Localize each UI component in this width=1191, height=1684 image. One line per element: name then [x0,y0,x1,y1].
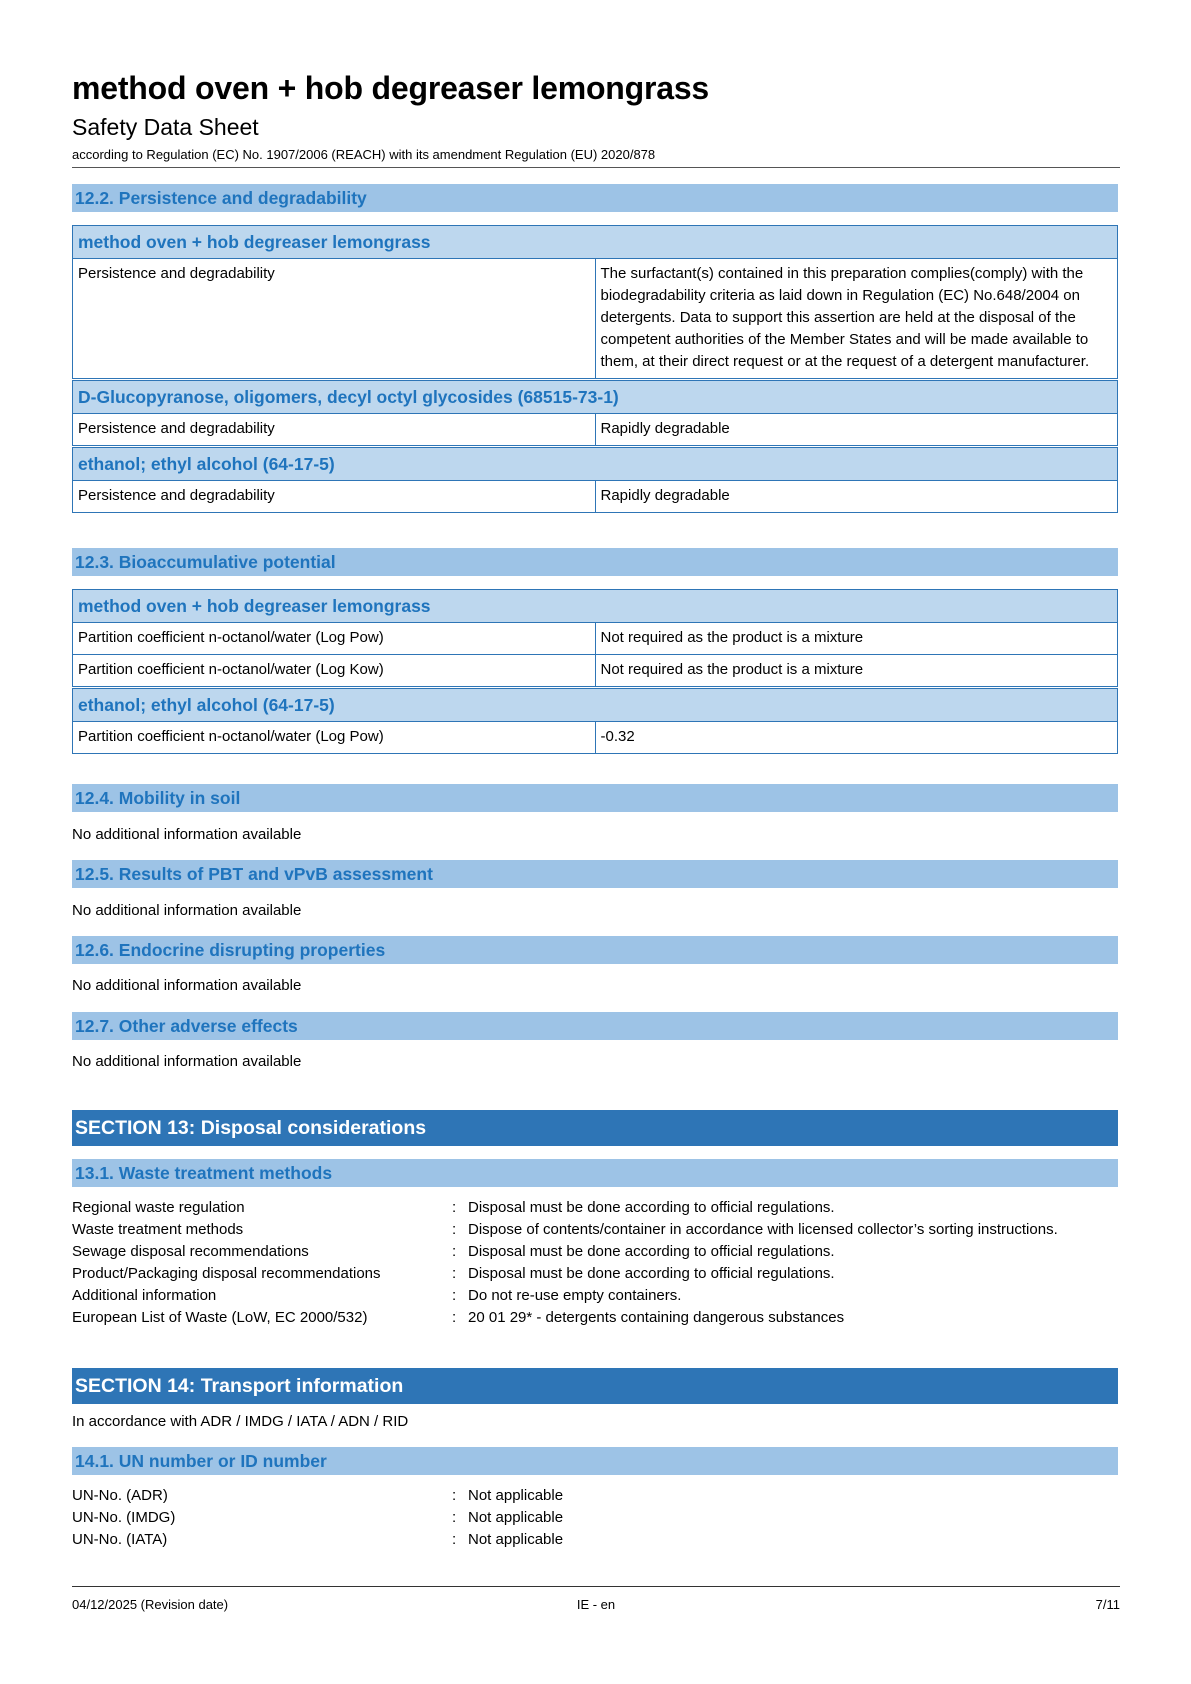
row-value: The surfactant(s) contained in this preparation complies(comply) with the biodegradability criteria as laid down in Regulation (EC) No.648/2004 on detergents. Data to support this assertion are held at the disposal of the competent authorities of the Member States and will be made available to them, at their direct request or at the request of a detergent manufacturer. [595,259,1118,379]
list-item [72,1197,1118,1219]
item-separator: : [452,1531,457,1548]
item-separator: : [452,1265,457,1282]
item-separator: : [452,1487,457,1504]
item-label: Sewage disposal recommendations [72,1243,309,1260]
item-label: UN-No. (IMDG) [72,1509,176,1526]
table-row [73,481,1118,513]
item-value: Disposal must be done according to official regulations. [468,1243,835,1260]
bioaccumulative-table [72,589,1118,754]
item-separator: : [452,1287,457,1304]
item-separator: : [452,1199,457,1216]
subsection-12-2-heading: 12.2. Persistence and degradability [72,184,1118,212]
group-header: ethanol; ethyl alcohol (64-17-5) [73,448,1118,481]
endocrine-text: No additional information available [72,977,302,994]
group-header: ethanol; ethyl alcohol (64-17-5) [73,689,1118,722]
section-14-heading: SECTION 14: Transport information [72,1368,1118,1404]
table-row [73,414,1118,446]
row-label: Persistence and degradability [73,259,596,379]
list-item [72,1219,1118,1241]
row-value: Not required as the product is a mixture [595,623,1118,655]
item-label: UN-No. (IATA) [72,1531,168,1548]
item-value: Disposal must be done according to official regulations. [468,1199,835,1216]
subsection-12-7-heading: 12.7. Other adverse effects [72,1012,1118,1040]
list-item [72,1263,1118,1285]
subsection-12-4-heading: 12.4. Mobility in soil [72,784,1118,812]
item-value: Disposal must be done according to official regulations. [468,1265,835,1282]
group-header: D-Glucopyranose, oligomers, decyl octyl glycosides (68515-73-1) [73,381,1118,414]
item-value: 20 01 29* - detergents containing dangerous substances [468,1309,845,1326]
document-title: method oven + hob degreaser lemongrass [72,70,710,106]
group-header: method oven + hob degreaser lemongrass [73,590,1118,623]
mobility-text: No additional information available [72,826,302,843]
subsection-12-3-heading: 12.3. Bioaccumulative potential [72,548,1118,576]
item-separator: : [452,1509,457,1526]
revision-date: 04/12/2025 (Revision date) [72,1597,229,1612]
row-label: Partition coefficient n-octanol/water (Log Pow) [73,623,596,655]
item-separator: : [452,1221,457,1238]
item-value: Not applicable [468,1487,564,1504]
item-label: Waste treatment methods [72,1221,244,1238]
table-row [73,655,1118,687]
locale-label: IE - en [576,1597,616,1612]
list-item [72,1241,1118,1263]
document-subtitle: Safety Data Sheet [72,114,259,140]
footer-divider [72,1586,1120,1587]
table-row [73,259,1118,379]
list-item [72,1307,1118,1329]
item-separator: : [452,1243,457,1260]
item-label: Product/Packaging disposal recommendations [72,1265,381,1282]
transport-intro: In accordance with ADR / IMDG / IATA / ADN / RID [72,1413,409,1430]
item-value: Do not re-use empty containers. [468,1287,682,1304]
subsection-12-5-heading: 12.5. Results of PBT and vPvB assessment [72,860,1118,888]
item-label: Regional waste regulation [72,1199,245,1216]
row-label: Persistence and degradability [73,481,596,513]
group-header: method oven + hob degreaser lemongrass [73,226,1118,259]
table-row [73,722,1118,754]
table-row [73,623,1118,655]
item-label: Additional information [72,1287,217,1304]
persistence-table [72,225,1118,513]
item-value: Dispose of contents/container in accordance with licensed collector’s sorting instructions. [468,1221,1058,1238]
row-value: Rapidly degradable [595,414,1118,446]
header-divider [72,167,1120,168]
row-label: Persistence and degradability [73,414,596,446]
adverse-effects-text: No additional information available [72,1053,302,1070]
section-13-heading: SECTION 13: Disposal considerations [72,1110,1118,1146]
row-label: Partition coefficient n-octanol/water (Log Pow) [73,722,596,754]
item-label: European List of Waste (LoW, EC 2000/532) [72,1309,368,1326]
list-item [72,1507,1118,1529]
row-value: Not required as the product is a mixture [595,655,1118,687]
list-item [72,1529,1118,1551]
page-number: 7/11 [1095,1597,1120,1612]
subsection-13-1-heading: 13.1. Waste treatment methods [72,1159,1118,1187]
row-value: Rapidly degradable [595,481,1118,513]
item-separator: : [452,1309,457,1326]
regulation-line: according to Regulation (EC) No. 1907/2006 (REACH) with its amendment Regulation (EU) 2020/878 [72,147,656,162]
row-label: Partition coefficient n-octanol/water (Log Kow) [73,655,596,687]
subsection-12-6-heading: 12.6. Endocrine disrupting properties [72,936,1118,964]
item-value: Not applicable [468,1531,564,1548]
un-number-list [72,1485,1118,1551]
row-value: -0.32 [595,722,1118,754]
list-item [72,1485,1118,1507]
item-label: UN-No. (ADR) [72,1487,168,1504]
waste-treatment-list [72,1197,1118,1329]
item-value: Not applicable [468,1509,564,1526]
list-item [72,1285,1118,1307]
pbt-text: No additional information available [72,902,302,919]
subsection-14-1-heading: 14.1. UN number or ID number [72,1447,1118,1475]
